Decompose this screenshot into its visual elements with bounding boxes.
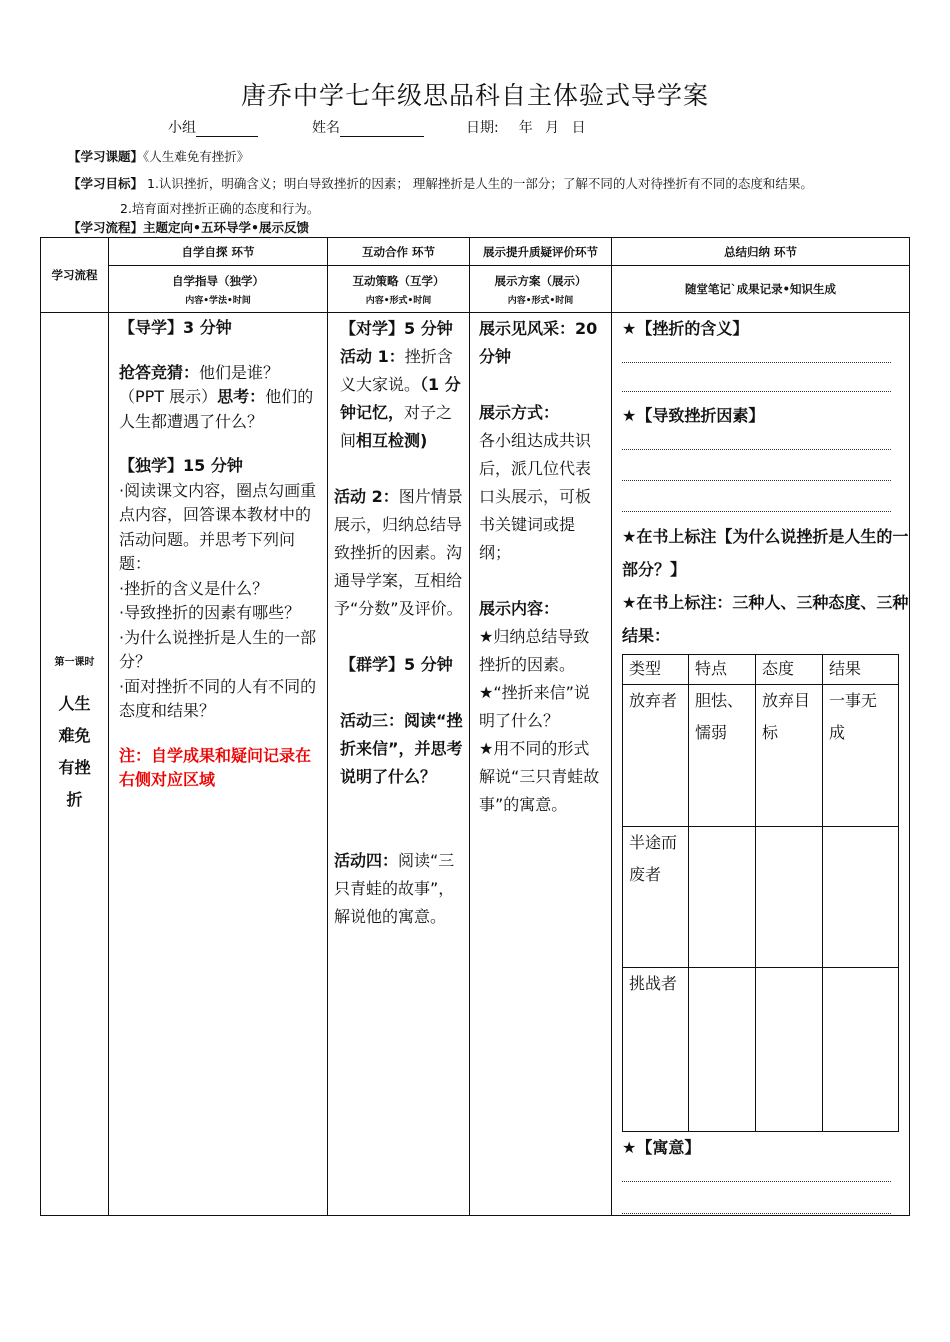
- header-c1-mid: 自学指导（独学）: [172, 273, 264, 288]
- table-cell: 半途而废者: [623, 827, 689, 968]
- notes-meaning-heading: ★【挫折的含义】: [622, 319, 749, 338]
- header-c2-mid: 互动策略（互学）: [352, 273, 445, 288]
- lesson-label: 第一课时: [54, 656, 95, 668]
- quiz-label: 抢答竞猜：: [119, 362, 200, 382]
- header-c1-top: 自学自探 环节: [109, 238, 328, 266]
- showcase-content-label: 展示内容：: [479, 599, 560, 618]
- header-c4-top: 总结归纳 环节: [612, 238, 910, 266]
- solo-text-2: ·挫折的含义是什么？: [119, 578, 269, 598]
- blank-line[interactable]: [622, 1180, 891, 1182]
- blank-line[interactable]: [622, 510, 891, 512]
- blank-line[interactable]: [622, 448, 891, 450]
- table-row: [623, 968, 899, 1132]
- goal-line: [68, 174, 908, 192]
- topic-label: 【学习课题】: [68, 149, 144, 164]
- showcase-method-label: 展示方式：: [479, 403, 560, 422]
- solo-text-5: ·面对挫折不同的人有不同的态度和结果？: [119, 676, 317, 720]
- activity-2-text: 图片情景展示，归纳总结导致挫折的因素。沟通导学案，互相给予“分数”及评价。: [334, 487, 463, 618]
- activity-1-check: 相互检测): [356, 431, 428, 450]
- activity-3: 活动三：阅读“挫折来信”，并思考说明了什么？: [340, 711, 463, 786]
- date-field: [466, 117, 586, 137]
- solo-text-1: ·阅读课文内容，圈点勾画重点内容，回答课本教材中的活动问题。并思考下列问题：: [119, 480, 317, 573]
- notes-mark-2: ★在书上标注：三种人、三种态度、三种结果：: [622, 593, 909, 645]
- quiz-text: 他们是谁？（PPT 展示）: [119, 362, 280, 406]
- header-c1-small: 内容•学法•时间: [185, 295, 251, 306]
- name-field: [312, 117, 424, 137]
- table-cell[interactable]: [756, 968, 823, 1132]
- page-title: 唐乔中学七年级思品科自主体验式导学案: [240, 81, 709, 110]
- topic-line: [68, 147, 249, 165]
- table-header: 特点: [689, 655, 756, 685]
- blank-line[interactable]: [622, 479, 891, 481]
- think-text: 他们的人生都遭遇了什么？: [119, 387, 314, 431]
- activity-4-label: 活动四：: [334, 851, 399, 870]
- notes-factor-heading: ★【导致挫折因素】: [622, 406, 765, 425]
- showcase-heading: 展示见风采：20 分钟: [479, 319, 598, 366]
- table-row: [623, 685, 899, 827]
- self-study-cell: [109, 313, 328, 1216]
- table-cell: 放弃者: [623, 685, 689, 827]
- goal-2: 2.培育面对挫折正确的态度和行为。: [120, 201, 320, 216]
- activity-4-text: 阅读“三只青蛙的故事”，解说他的寓意。: [334, 851, 455, 926]
- goal-1: 1.认识挫折，明确含义；明白导致挫折的因素； 理解挫折是人生的一部分；了解不同的人对待挫折有不同的态度和结果。: [147, 176, 813, 191]
- flow-label: 【学习流程】主题定向•五环导学•展示反馈: [68, 220, 309, 235]
- table-cell: 胆怯、懦弱: [689, 685, 756, 827]
- notes-moral-heading: ★【寓意】: [622, 1138, 701, 1157]
- table-cell[interactable]: [756, 827, 823, 968]
- activity-1-time: （1 分钟记忆，: [340, 375, 461, 422]
- lesson-cell: [41, 313, 109, 1216]
- blank-line[interactable]: [622, 390, 891, 392]
- solo-text-4: ·为什么说挫折是人生的一部分？: [119, 627, 317, 671]
- solo-text-3: ·导致挫折的因素有哪些？: [119, 603, 301, 622]
- table-cell[interactable]: [689, 968, 756, 1132]
- showcase-item-3: ★用不同的形式解说“三只青蛙故事”的寓意。: [479, 739, 600, 814]
- table-cell: 放弃目标: [756, 685, 823, 827]
- header-flow: 学习流程: [41, 238, 109, 313]
- think-label: 思考：: [217, 387, 266, 406]
- name-blank[interactable]: [340, 122, 424, 137]
- date-label: 日期:: [466, 120, 499, 136]
- table-cell: 挑战者: [623, 968, 689, 1132]
- header-c2-small: 内容•形式•时间: [365, 295, 432, 306]
- table-header: 态度: [756, 655, 823, 685]
- activity-1-pair: 对子之间: [340, 403, 453, 450]
- blank-line[interactable]: [622, 361, 891, 363]
- table-cell[interactable]: [823, 827, 899, 968]
- note-text: 注：自学成果和疑问记录在右侧对应区域: [119, 745, 312, 789]
- header-c3-mid: 展示方案（展示）: [494, 273, 587, 288]
- lesson-title-1: 人生: [58, 693, 91, 713]
- table-row: [623, 827, 899, 968]
- attitude-table: [622, 654, 899, 1132]
- pair-heading: 【对学】5 分钟: [340, 319, 453, 338]
- activity-2-label: 活动 2：: [334, 487, 399, 506]
- table-cell: 一事无成: [823, 685, 899, 827]
- header-c3-small: 内容•形式•时间: [507, 295, 574, 306]
- name-label: 姓名: [312, 120, 340, 136]
- goal-label: 【学习目标】: [68, 176, 144, 191]
- showcase-item-2: ★“挫折来信”说明了什么？: [479, 683, 590, 730]
- solo-heading: 【独学】15 分钟: [119, 456, 243, 475]
- lesson-title-2: 难免: [58, 725, 91, 745]
- lesson-title-3: 有挫: [58, 757, 91, 777]
- activity-1-label: 活动 1：: [340, 347, 405, 366]
- guide-heading: 【导学】3 分钟: [119, 318, 232, 337]
- header-c4-mid: 随堂笔记`成果记录•知识生成: [612, 266, 910, 313]
- blank-line[interactable]: [622, 1212, 891, 1214]
- table-header: 类型: [623, 655, 689, 685]
- notes-cell: [612, 313, 910, 1216]
- activity-1-text: 挫折含义大家说。: [340, 347, 453, 394]
- group-blank[interactable]: [196, 122, 258, 137]
- table-cell[interactable]: [823, 968, 899, 1132]
- date-fields: 年 月 日: [518, 120, 586, 136]
- showcase-item-1: ★归纳总结导致挫折的因素。: [479, 627, 590, 674]
- table-cell[interactable]: [689, 827, 756, 968]
- group-heading: 【群学】5 分钟: [340, 655, 453, 674]
- table-header: 结果: [823, 655, 899, 685]
- header-c2-top: 互动合作 环节: [328, 238, 470, 266]
- topic: 《人生难免有挫折》: [143, 149, 250, 164]
- showcase-cell: [470, 313, 612, 1216]
- notes-mark-1: ★在书上标注【为什么说挫折是人生的一部分？】: [622, 527, 909, 579]
- lesson-title: [41, 688, 108, 816]
- main-table: [40, 237, 910, 1216]
- group-label: 小组: [168, 120, 196, 136]
- group-field: [168, 117, 258, 137]
- header-c3-top: 展示提升质疑评价环节: [470, 238, 612, 266]
- lesson-title-4: 折: [66, 789, 83, 809]
- interaction-cell: [328, 313, 470, 1216]
- showcase-method: 各小组达成共识后，派几位代表口头展示，可板书关键词或提纲；: [479, 431, 592, 562]
